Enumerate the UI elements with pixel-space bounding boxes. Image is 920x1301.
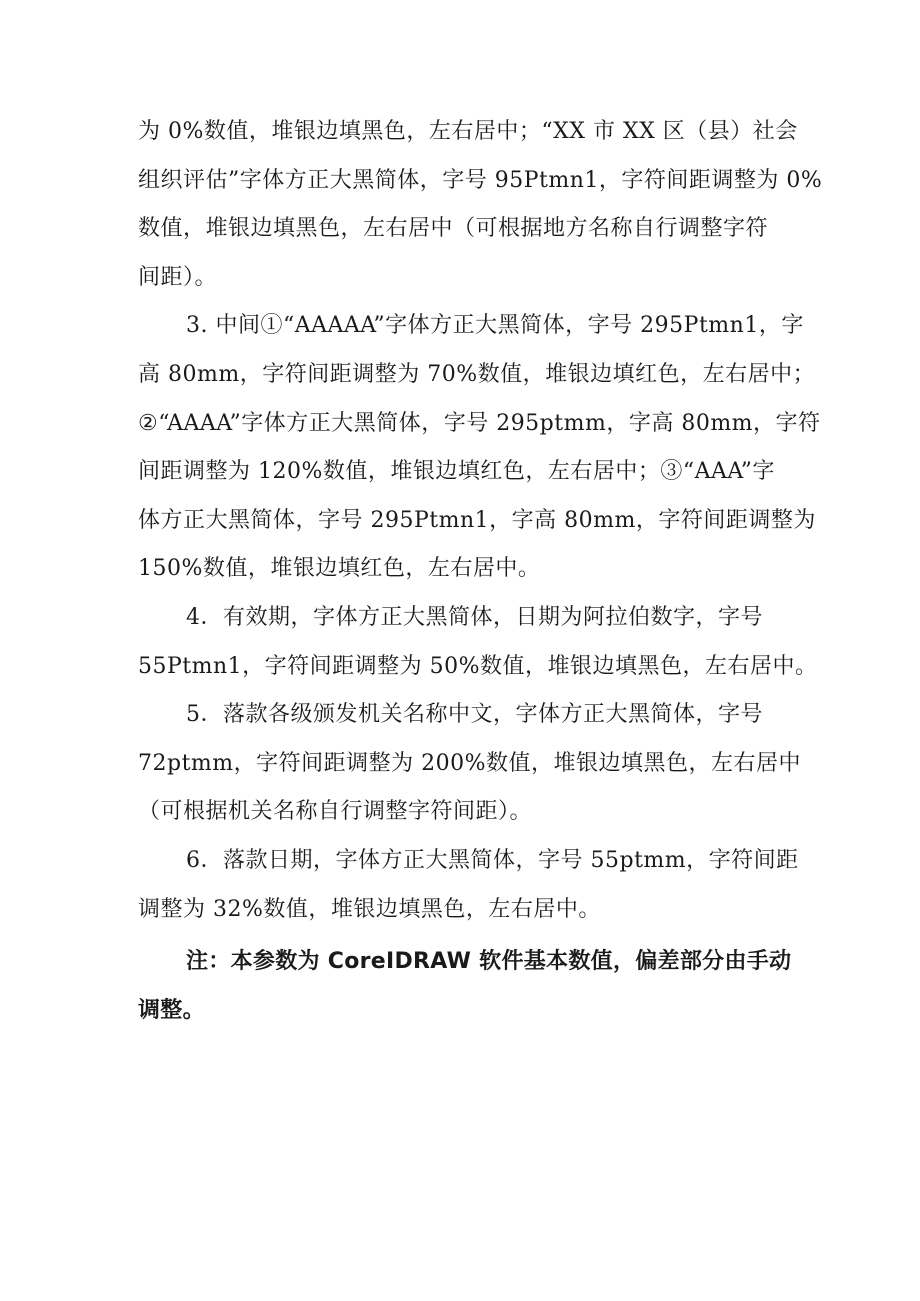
text-line: 间距）。 <box>138 264 218 290</box>
note-paragraph <box>138 938 798 1035</box>
text-line: 3. 中间①“AAAAA”字体方正大黑简体，字号 295Ptmn1，字 <box>186 313 804 339</box>
text-line: 为 0%数值，堆银边填黑色，左右居中；“XX 市 XX 区（县）社会 <box>138 119 798 144</box>
text-line: 高 80mm，字符间距调整为 70%数值，堆银边填红色，左右居中； <box>138 361 816 387</box>
text-line: （可根据机关名称自行调整字符间距）。 <box>138 799 533 825</box>
text-line: 4．有效期，字体方正大黑简体，日期为阿拉伯数字，字号 <box>186 604 763 630</box>
text-line: 72ptmm，字符间距调整为 200%数值，堆银边填黑色，左右居中 <box>138 750 802 776</box>
text-line: 调整为 32%数值，堆银边填黑色，左右居中。 <box>138 896 601 922</box>
text-line: 6．落款日期，字体方正大黑简体，字号 55ptmm，字符间距 <box>186 847 799 873</box>
text-line: ②“AAAA”字体方正大黑简体，字号 295ptmm，字高 80mm，字符 <box>138 410 821 436</box>
text-line: 注：本参数为 CoreIDRAW 软件基本数值，偏差部分由手动 <box>186 949 792 975</box>
text-line: 数值，堆银边填黑色，左右居中（可根据地方名称自行调整字符 <box>138 216 769 242</box>
text-line: 体方正大黑简体，字号 295Ptmn1，字高 80mm，字符间距调整为 <box>138 507 816 533</box>
paragraph-item-6 <box>138 837 798 934</box>
text-line: 5．落款各级颁发机关名称中文，字体方正大黑简体，字号 <box>186 702 763 728</box>
paragraph-item-3 <box>138 302 821 594</box>
text-line: 间距调整为 120%数值，堆银边填红色，左右居中；③“AAA”字 <box>138 459 775 485</box>
text-line: 150%数值，堆银边填红色，左右居中。 <box>138 556 541 582</box>
text-line: 组织评估”字体方正大黑简体，字号 95Ptmn1，字符间距调整为 0% <box>138 167 823 193</box>
paragraph-item-4 <box>138 594 818 691</box>
paragraph-continuation <box>138 108 823 302</box>
text-line: 55Ptmn1，字符间距调整为 50%数值，堆银边填黑色，左右居中。 <box>138 653 818 679</box>
document-body <box>138 108 823 1035</box>
paragraph-item-5 <box>138 691 802 837</box>
text-line: 调整。 <box>138 997 205 1023</box>
